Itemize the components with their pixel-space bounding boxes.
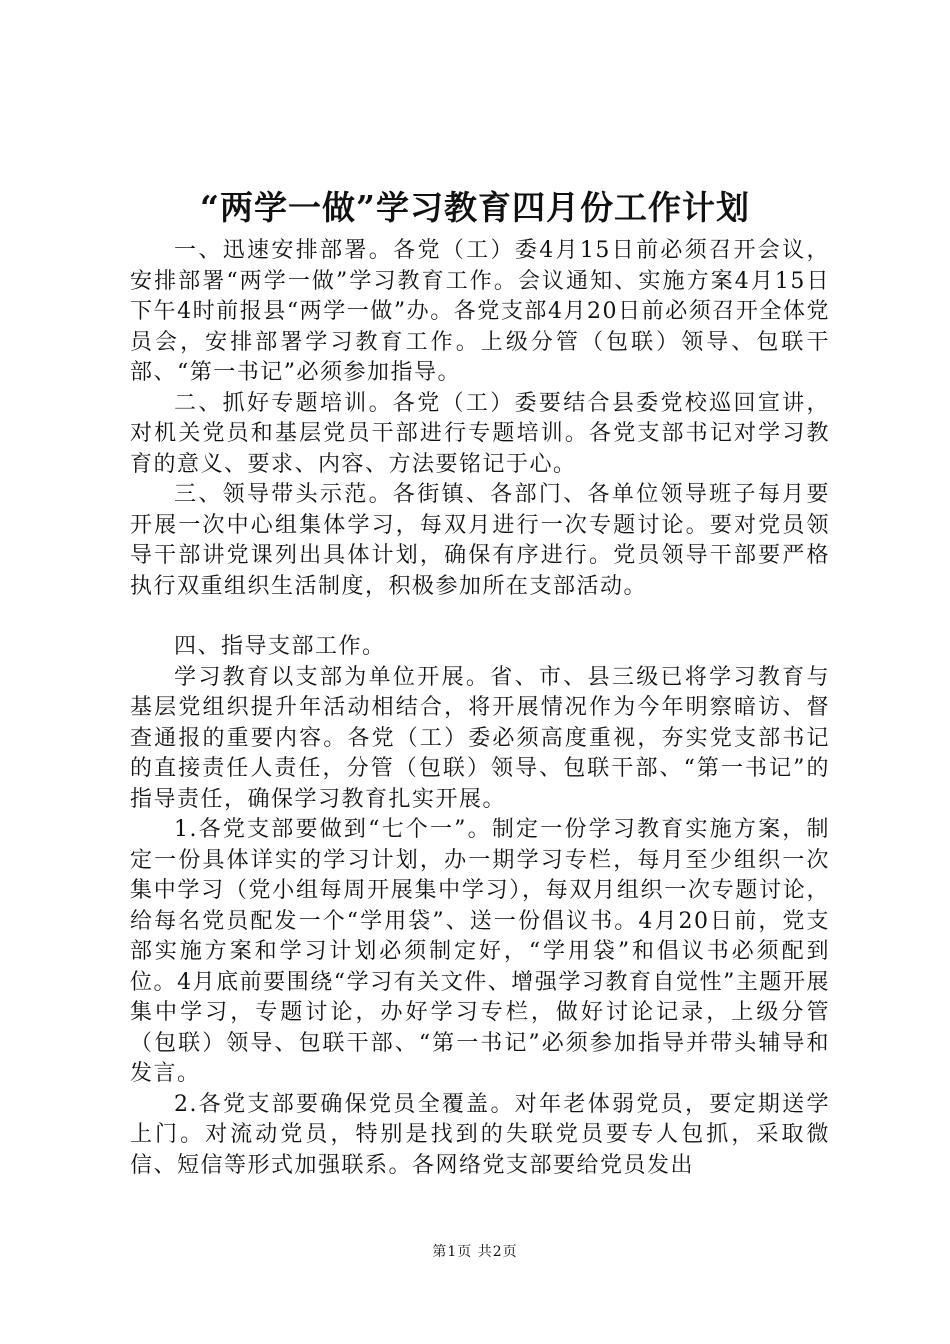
paragraph-6: 1.各党支部要做到“七个一”。制定一份学习教育实施方案，制定一份具体详实的学习计划，办一期学习专栏，每月至少组织一次集中学习（党小组每周开展集中学习），每双月组织一次专题讨论，给每名党员配发一个“学用袋”、送一份倡议书。4月20日前，党支部实施方案和学习计划必须制定好，“学用袋”和倡议书必须配到位。4月底前要围绕“学习有关文件、增强学习教育自觉性”主题开展集中学习，专题讨论，办好学习专栏，做好讨论记录，上级分管（包联）领导、包联干部、“第一书记”必须参加指导并带头辅导和发言。 [130,817,830,1086]
document-body [130,236,830,1181]
paragraph-3: 三、领导带头示范。各街镇、各部门、各单位领导班子每月要开展一次中心组集体学习，每双月进行一次专题讨论。要对党员领导干部讲党课列出具体计划，确保有序进行。党员领导干部要严格执行双重组织生活制度，积极参加所在支部活动。 [130,482,830,599]
paragraph-1: 一、迅速安排部署。各党（工）委4月15日前必须召开会议，安排部署“两学一做”学习教育工作。会议通知、实施方案4月15日下午4时前报县“两学一做”办。各党支部4月20日前必须召开全体党员会，安排部署学习教育工作。上级分管（包联）领导、包联干部、“第一书记”必须参加指导。 [130,238,831,385]
section-heading-4: 四、指导支部工作。 [174,634,386,659]
paragraph-2: 二、抓好专题培训。各党（工）委要结合县委党校巡回宣讲，对机关党员和基层党员干部进行专题培训。各党支部书记对学习教育的意义、要求、内容、方法要铭记于心。 [130,390,830,477]
document-title: “两学一做”学习教育四月份工作计划 [200,188,750,227]
paragraph-5: 学习教育以支部为单位开展。省、市、县三级已将学习教育与基层党组织提升年活动相结合，将开展情况作为今年明察暗访、督查通报的重要内容。各党（工）委必须高度重视，夯实党支部书记的直接责任人责任，分管（包联）领导、包联干部、“第一书记”的指导责任，确保学习教育扎实开展。 [130,664,830,812]
paragraph-7: 2.各党支部要确保党员全覆盖。对年老体弱党员，要定期送学上门。对流动党员，特别是找到的失联党员要专人包抓，采取微信、短信等形式加强联系。各网络党支部要给党员发出 [130,1091,830,1178]
page-footer: 第1页 共2页 [432,1244,518,1260]
